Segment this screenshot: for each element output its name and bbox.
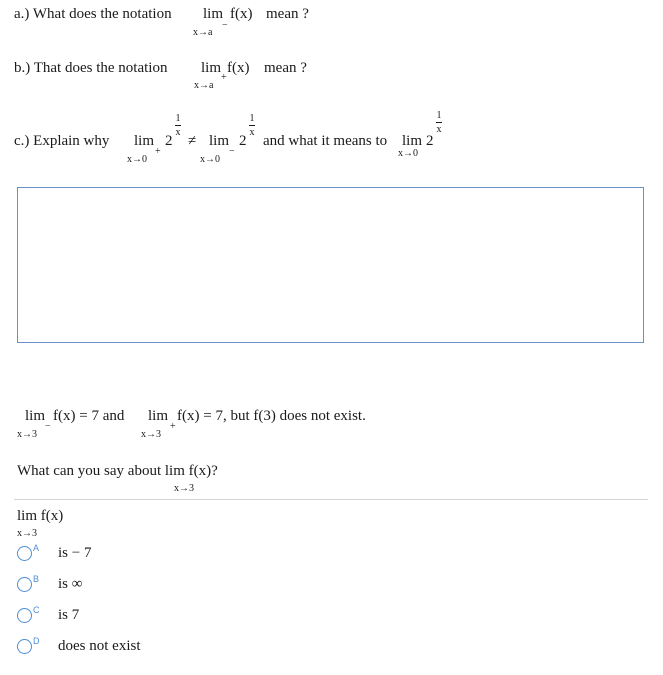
- question-c-base1: 2: [165, 133, 173, 149]
- fraction-bar: [175, 125, 181, 126]
- question-a-prefix: a.) What does the notation: [14, 6, 172, 22]
- fraction-bar: [249, 125, 255, 126]
- divider: [14, 499, 648, 500]
- question-a-suffix: mean ?: [266, 6, 309, 22]
- exponent-denominator: x: [436, 124, 442, 135]
- problem-side1: −: [45, 421, 51, 432]
- question-a-func: f(x): [230, 6, 253, 22]
- answer-stem-lim: lim f(x): [17, 508, 64, 524]
- question-b-lim: lim: [201, 60, 222, 76]
- answer-text-area[interactable]: [17, 187, 644, 343]
- question-a-approach: x→a: [193, 27, 213, 38]
- question-b-func: f(x): [227, 60, 250, 76]
- problem-question-approach: x→3: [174, 483, 194, 494]
- option-text-d[interactable]: does not exist: [58, 638, 141, 654]
- radio-button-b[interactable]: [17, 577, 32, 592]
- question-c-side1: +: [155, 146, 161, 157]
- question-a-side: −: [222, 20, 228, 31]
- problem-approach1: x→3: [17, 429, 37, 440]
- exponent-numerator: 1: [436, 110, 442, 121]
- question-c-lim1: lim: [134, 133, 155, 149]
- exponent-denominator: x: [249, 127, 255, 138]
- question-c-exponent3: [436, 110, 442, 135]
- answer-stem-approach: x→3: [17, 528, 37, 539]
- question-b-approach: x→a: [194, 80, 214, 91]
- exponent-denominator: x: [175, 127, 181, 138]
- question-b-suffix: mean ?: [264, 60, 307, 76]
- question-a-lim: lim: [203, 6, 224, 22]
- option-text-b[interactable]: is ∞: [58, 576, 83, 592]
- question-c-approach2: x→0: [200, 154, 220, 165]
- exponent-numerator: 1: [175, 113, 181, 124]
- question-c-middle: and what it means to: [263, 133, 388, 149]
- question-c-lim2: lim: [209, 133, 230, 149]
- question-c-base2: 2: [239, 133, 247, 149]
- question-c-lim3: lim: [402, 133, 423, 149]
- option-text-a[interactable]: is − 7: [58, 545, 92, 561]
- option-letter-c: C: [33, 605, 40, 615]
- problem-approach2: x→3: [141, 429, 161, 440]
- question-c-neq: ≠: [188, 133, 197, 149]
- problem-lim1: lim: [25, 408, 46, 424]
- question-c-exponent2: [249, 113, 255, 138]
- problem-question: What can you say about lim f(x)?: [17, 463, 218, 479]
- question-c-prefix: c.) Explain why: [14, 133, 110, 149]
- radio-button-a[interactable]: [17, 546, 32, 561]
- radio-button-c[interactable]: [17, 608, 32, 623]
- option-letter-a: A: [33, 543, 40, 553]
- question-c-exponent1: [175, 113, 181, 138]
- option-letter-d: D: [33, 636, 40, 646]
- question-c-base3: 2: [426, 133, 434, 149]
- problem-side2: +: [170, 421, 176, 432]
- option-text-c[interactable]: is 7: [58, 607, 80, 623]
- question-b-side: +: [221, 72, 227, 83]
- radio-button-d[interactable]: [17, 639, 32, 654]
- exponent-numerator: 1: [249, 113, 255, 124]
- question-c-approach1: x→0: [127, 154, 147, 165]
- option-letter-b: B: [33, 574, 40, 584]
- question-c-side2: −: [229, 146, 235, 157]
- fraction-bar: [436, 122, 442, 123]
- question-b-prefix: b.) That does the notation: [14, 60, 168, 76]
- question-c-approach3: x→0: [398, 148, 418, 159]
- problem-func2: f(x) = 7, but f(3) does not exist.: [177, 408, 366, 424]
- problem-lim2: lim: [148, 408, 169, 424]
- problem-func1: f(x) = 7 and: [53, 408, 125, 424]
